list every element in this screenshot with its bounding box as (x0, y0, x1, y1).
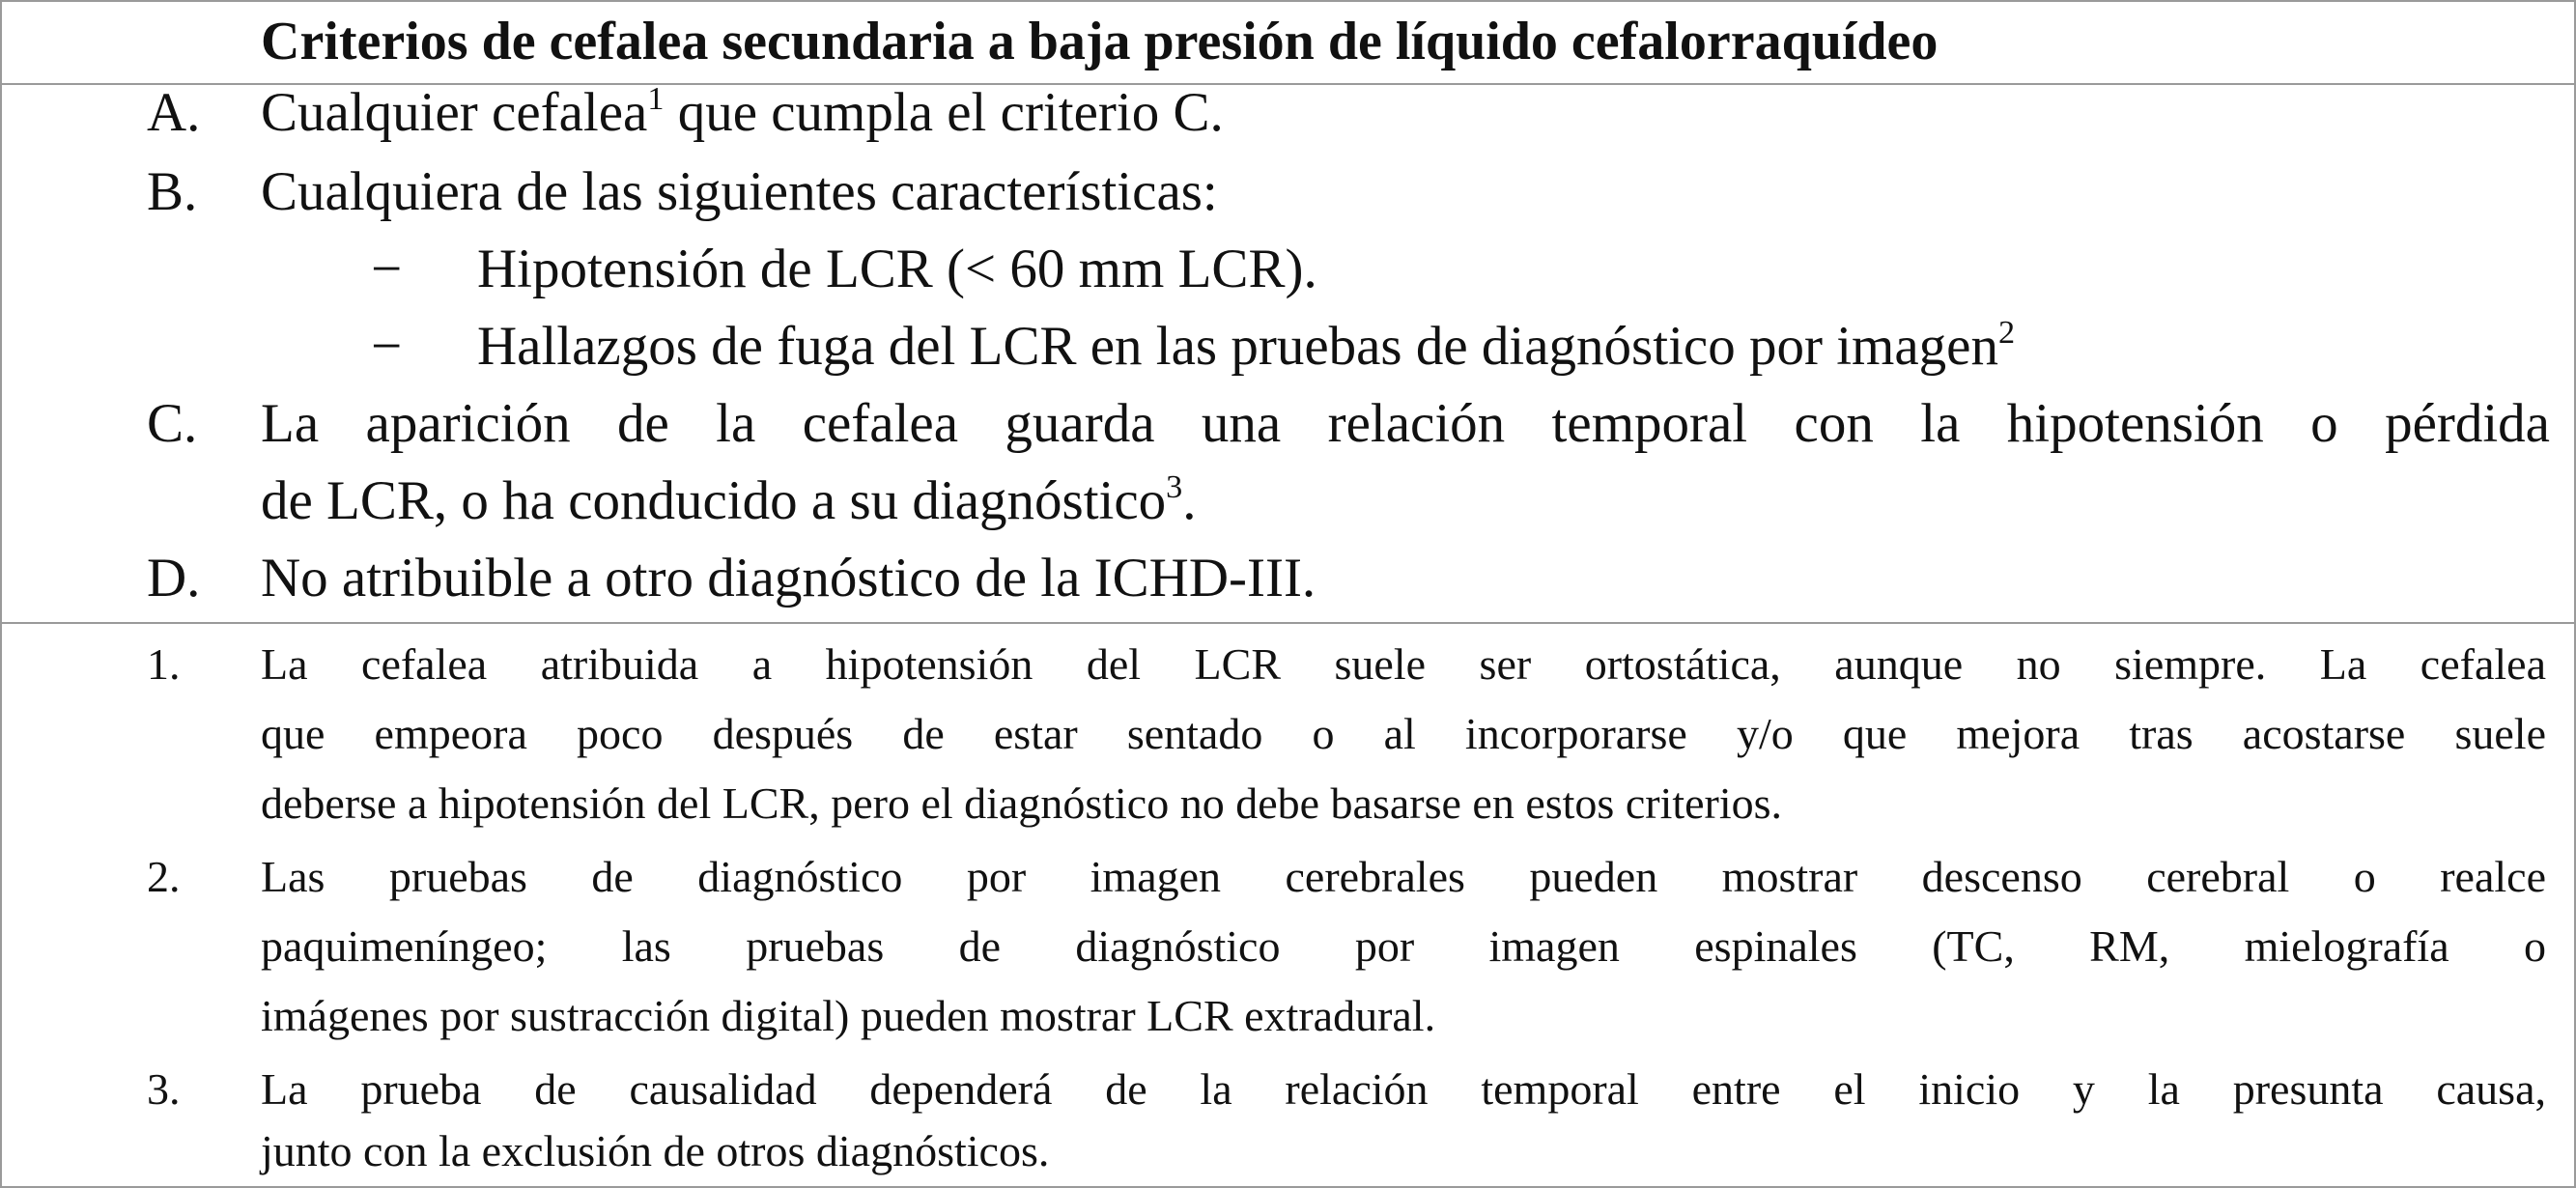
note-line: que empeora poco después de estar sentado o al incorporarse y/o que mejora tras acostarse suele (261, 709, 2546, 758)
criterion-text: No atribuible a otro diagnóstico de la ICHD-III. (261, 548, 1316, 608)
criterion-text-line (261, 467, 1197, 535)
note-marker: 1. (147, 639, 181, 689)
criterion-text (261, 79, 1224, 147)
criterion-marker: A. (147, 82, 201, 143)
criterion-text: Cualquiera de las siguientes características: (261, 161, 1218, 222)
sub-item-text (477, 313, 2015, 381)
criteria-section (2, 80, 2574, 624)
sub-item-text: Hipotensión de LCR (< 60 mm LCR). (477, 239, 1317, 299)
note-marker: 3. (147, 1064, 181, 1114)
criterion-marker: D. (147, 548, 201, 608)
note-marker: 2. (147, 852, 181, 901)
criterion-marker: C. (147, 393, 198, 454)
note-line: imágenes por sustracción digital) pueden mostrar LCR extradural. (261, 991, 1436, 1040)
criterion-a-text-after: que cumpla el criterio C. (664, 82, 1224, 143)
criterion-marker: B. (147, 161, 198, 222)
footnote-ref: 2 (1997, 314, 2016, 351)
dash-marker: − (371, 239, 403, 299)
table-header-row (2, 2, 2574, 85)
note-line: La prueba de causalidad dependerá de la relación temporal entre el inicio y la presunta causa, (261, 1064, 2546, 1114)
footnote-ref: 1 (647, 80, 665, 117)
criterion-c-period: . (1182, 470, 1197, 531)
note-line: paquimeníngeo; las pruebas de diagnóstico por imagen espinales (TC, RM, mielografía o (261, 921, 2546, 971)
table-title: Criterios de cefalea secundaria a baja presión de líquido cefalorraquídeo (261, 12, 1939, 71)
note-line: Las pruebas de diagnóstico por imagen cerebrales pueden mostrar descenso cerebral o realce (261, 852, 2546, 901)
notes-section (2, 624, 2574, 1186)
dash-marker: − (371, 316, 403, 377)
criterion-c-line2: de LCR, o ha conducido a su diagnóstico (261, 470, 1167, 531)
sub-item-2-text: Hallazgos de fuga del LCR en las pruebas de diagnóstico por imagen (477, 316, 1998, 377)
criterion-a-text: Cualquier cefalea (261, 82, 648, 143)
criterion-text-line: La aparición de la cefalea guarda una relación temporal con la hipotensión o pérdida (261, 393, 2550, 454)
note-line: La cefalea atribuida a hipotensión del LCR suele ser ortostática, aunque no siempre. La cefalea (261, 639, 2546, 689)
note-line: junto con la exclusión de otros diagnósticos. (261, 1126, 1050, 1175)
footnote-ref: 3 (1166, 468, 1183, 505)
note-line: deberse a hipotensión del LCR, pero el diagnóstico no debe basarse en estos criterios. (261, 778, 1783, 828)
